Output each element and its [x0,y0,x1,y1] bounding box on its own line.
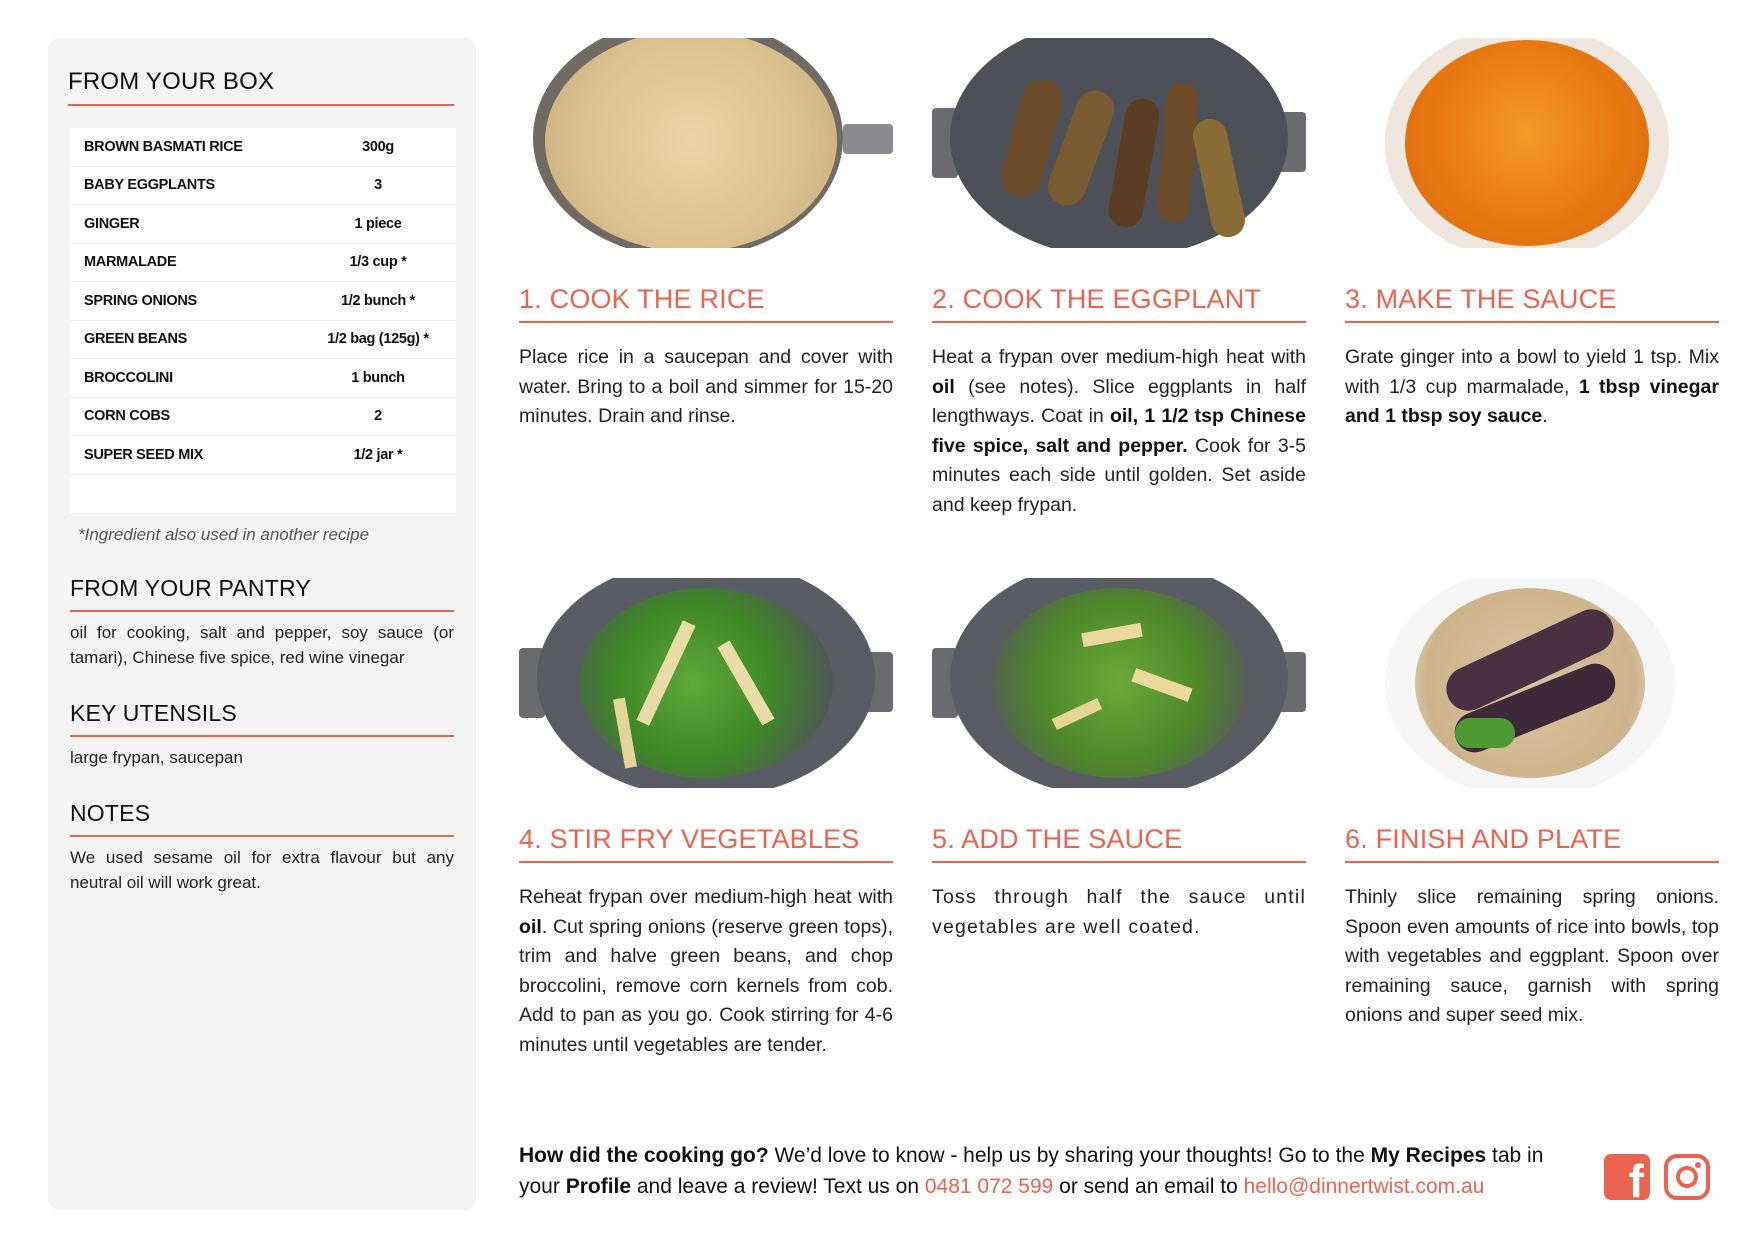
ingredient-qty: 1/2 bag (125g) * [327,331,429,348]
utensils-heading: KEY UTENSILS [70,700,454,737]
email-link[interactable]: hello@dinnertwist.com.au [1243,1175,1485,1198]
step-text-segment: oil [519,915,542,938]
step-text-segment: Thinly slice remaining spring onions. Spoon even amounts of rice into bowls, top with vegetables and eggplant. Spoon over remaining sauce, garnish with spring onions and super seed mix. [1345,886,1719,1026]
ingredient-row-empty [70,475,456,513]
utensils-text: large frypan, saucepan [70,747,243,767]
step-3 [1345,38,1719,432]
step-text-segment: 1 tbsp vinegar and 1 tbsp soy sauce [1345,375,1719,427]
ingredient-row [70,244,456,283]
step-text-segment: Place rice in a saucepan and cover with water. Bring to a boil and simmer for 15-20 minutes. Drain and rinse. [519,346,893,427]
ingredient-row [70,128,456,167]
ingredient-qty: 3 [374,177,382,194]
step-text-segment: . Cut spring onions (reserve green tops), trim and halve green beans, and chop broccolini, remove corn kernels from cob. Add to pan as you go. Cook stirring for 4-6 minutes until vegetables are tender. [519,915,893,1056]
ingredient-row [70,436,456,475]
pantry-section [70,575,454,670]
step-4 [519,578,893,1060]
ingredient-qty: 2 [374,408,382,425]
step-6-text [1345,883,1719,1031]
step-1-title: 1. COOK THE RICE [519,284,893,323]
ingredient-row [70,205,456,244]
step-5-title: 5. ADD THE SAUCE [932,824,1306,863]
step-text-segment: Reheat frypan over medium-high heat with [519,886,893,908]
ingredients-table [70,128,456,513]
step-2 [932,38,1306,520]
ingredients-sidebar [48,38,476,1210]
step-5-photo-sauced-vegetables [932,578,1306,788]
ingredient-row [70,282,456,321]
step-text-segment: Heat a frypan over medium-high heat with [932,346,1306,368]
my-recipes-link: My Recipes [1370,1144,1487,1167]
footer-question: How did the cooking go? [519,1144,769,1167]
instagram-icon[interactable] [1664,1154,1710,1200]
facebook-icon[interactable]: f [1604,1154,1650,1200]
notes-section [70,800,454,895]
step-2-photo-eggplant-pan [932,38,1306,248]
footer-text-3: and leave a review! Text us on [631,1175,925,1198]
ingredient-footnote: *Ingredient also used in another recipe [78,524,370,544]
ingredient-qty: 1 bunch [351,369,405,386]
step-6-photo-plated-dish [1345,578,1719,788]
ingredient-qty: 1/2 bunch * [340,292,416,309]
step-text-segment: Grate ginger into a bowl to yield 1 tsp. Mix with 1/3 cup marmalade, [1345,346,1719,398]
ingredient-name: SPRING ONIONS [84,292,197,309]
ingredient-row [70,359,456,398]
ingredient-name: GINGER [84,215,140,232]
ingredient-qty: 300g [362,138,394,155]
footer-text-2: tab in your [519,1144,1544,1198]
step-4-title: 4. STIR FRY VEGETABLES [519,824,893,863]
step-5-text [932,883,1306,942]
step-4-photo-stir-fry [519,578,893,788]
ingredient-name: BROCCOLINI [84,369,173,386]
pantry-heading: FROM YOUR PANTRY [70,575,454,612]
box-heading: FROM YOUR BOX [68,68,454,106]
ingredient-name: SUPER SEED MIX [84,446,204,463]
step-3-photo-sauce-bowl [1345,38,1719,248]
step-1 [519,38,893,432]
step-text-segment: Cook for 3-5 minutes each side until golden. Set aside and keep frypan. [932,434,1306,516]
ingredient-row [70,167,456,206]
profile-link: Profile [565,1175,632,1198]
pantry-text: oil for cooking, salt and pepper, soy sauce (or tamari), Chinese five spice, red wine vinegar [70,622,454,667]
footer-text-4: or send an email to [1053,1175,1244,1198]
step-2-title: 2. COOK THE EGGPLANT [932,284,1306,323]
utensils-section [70,700,454,770]
ingredient-name: MARMALADE [84,254,177,271]
notes-heading: NOTES [70,800,454,837]
ingredient-name: BROWN BASMATI RICE [84,138,243,155]
step-text-segment: Toss through half the sauce until vegetables are well coated. [932,886,1306,938]
step-6 [1345,578,1719,1031]
ingredient-qty: 1/3 cup * [349,254,407,271]
notes-text: We used sesame oil for extra flavour but any neutral oil will work great. [70,847,454,892]
step-4-text [519,883,893,1060]
ingredient-row [70,321,456,360]
ingredient-name: BABY EGGPLANTS [84,177,215,194]
phone-number[interactable]: 0481 072 599 [924,1175,1054,1198]
ingredient-qty: 1 piece [354,215,402,232]
footer-text-1: We’d love to know - help us by sharing your thoughts! Go to the [768,1144,1371,1167]
ingredient-qty: 1/2 jar * [353,446,403,463]
step-text-segment: (see notes). Slice eggplants in half lengthways. Coat in [932,375,1306,427]
step-1-text [519,343,893,432]
step-5 [932,578,1306,942]
step-text-segment: . [1542,405,1548,427]
step-text-segment: oil [932,375,955,398]
step-text-segment: oil, 1 1/2 tsp Chinese five spice, salt and pepper. [932,405,1306,457]
step-2-text [932,343,1306,520]
step-6-title: 6. FINISH AND PLATE [1345,824,1719,863]
step-3-text [1345,343,1719,432]
ingredient-row [70,398,456,437]
step-3-title: 3. MAKE THE SAUCE [1345,284,1719,323]
ingredient-name: CORN COBS [84,408,170,425]
step-1-photo-rice-pan [519,38,893,248]
ingredient-name: GREEN BEANS [84,331,188,348]
feedback-footer [519,1140,1579,1202]
